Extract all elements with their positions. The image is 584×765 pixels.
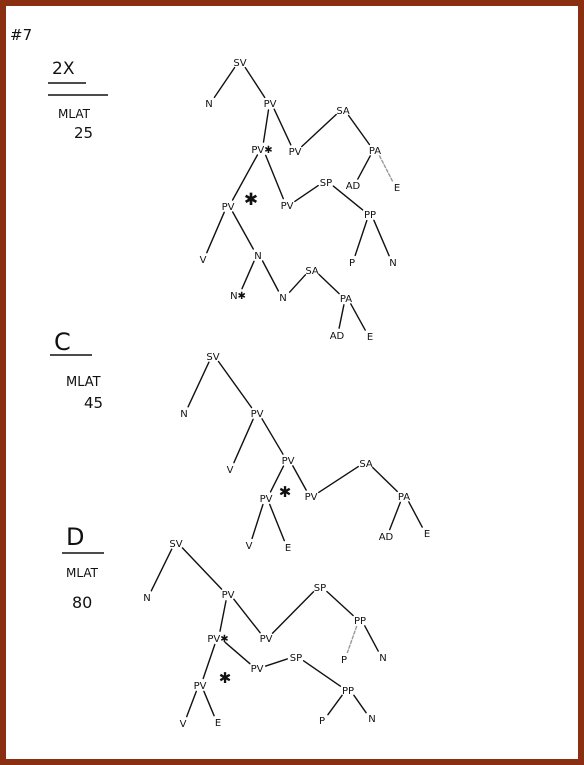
section-2-value: 45 [84,394,104,412]
tree-edge [293,466,306,490]
tree-node-label: N [368,714,376,725]
tree-node-label: N [279,293,287,304]
tree-edge [204,691,214,715]
tree-edge [354,695,366,712]
tree-node-label: SP [289,653,303,664]
tree-edge [270,504,285,540]
tree-node-label: AD [329,331,345,342]
section-3-title: D [66,523,85,551]
tree-edge [327,592,353,616]
tree-node-label: V [245,541,253,552]
tree-edge [220,601,226,631]
tree-edge [266,659,288,666]
tree-node-label: N [389,258,397,269]
tree-node-label: E [393,183,401,194]
tree-edge [187,691,197,716]
tree-edge [263,261,279,291]
tree-node-label: SP [313,583,327,594]
tree-node-label: N [254,251,262,262]
tree-node-label: ✱ [278,483,292,501]
tree-node-label: PV✱ [207,634,229,645]
tree-node-label: N [205,99,213,110]
tree-node-label: PV [281,456,295,467]
tree-node-label: PA [339,294,353,305]
tree-node-label: PV [221,590,235,601]
tree-edge [374,220,389,255]
tree-edge [242,261,254,288]
tree-node-label: SV [233,58,247,69]
tree-node-label: P [348,258,356,269]
tree-edge [182,548,221,589]
tree-node-label: V [179,719,187,730]
tree-node-label: E [214,718,222,729]
tree-node-label: PP [353,616,367,627]
tree-edge [252,505,263,539]
tree-edge [390,502,401,529]
tree-node-label: SP [319,178,333,189]
tree-node-label: PV [193,681,207,692]
tree-edge [290,275,306,292]
tree-edge [365,626,378,651]
tree-edge [234,419,253,462]
tree-edge [319,467,359,493]
tree-node-label: SA [359,459,373,470]
tree-edge [203,645,215,679]
tree-node-label: P [318,716,326,727]
tree-edge [380,156,393,181]
tree-node-label: SA [336,106,350,117]
tree-node-label: SV [169,539,183,550]
tree-node-label: SV [206,352,220,363]
section-3-value: 80 [72,593,93,612]
tree-edge [347,627,356,653]
section-2-title: C [54,328,71,356]
tree-node-label: SA [305,266,319,277]
tree-node-label: PV [221,202,235,213]
tree-node-label: PV [288,147,302,158]
tree-edge [274,109,291,145]
tree-node-label: E [423,529,431,540]
tree-node-label: ✱ [218,669,232,687]
tree-edge [233,212,254,249]
section-1-title: 2X [52,59,75,79]
tree-node-label: V [199,255,207,266]
tree-node-label: PV [250,664,264,675]
tree-edge [262,419,283,454]
tree-edge [234,599,260,632]
tree-edge [319,274,339,293]
tree-edges [151,68,422,717]
tree-node-label: N [180,409,188,420]
tree-edge [245,68,264,98]
tree-edge [151,549,171,591]
tree-node-label: V [226,465,234,476]
tree-node-label: PV [280,201,294,212]
tree-edge [328,695,342,714]
tree-edge [207,212,224,252]
tree-node-label: PV [250,409,264,420]
tree-edge [339,305,344,328]
tree-edge [304,661,341,686]
tree-edge [355,221,367,256]
tree-node-label: P [340,655,348,666]
tree-node-label: E [284,543,292,554]
tree-nodes [143,58,430,730]
section-1-label: MLAT [58,107,90,121]
tree-edge [409,502,422,527]
tree-edge [188,362,209,407]
tree-node-label: PV✱ [251,145,273,156]
tree-edge [358,156,370,179]
tree-node-label: ✱ [243,190,259,210]
tree-node-label: N [143,593,151,604]
tree-node-label: PA [397,492,411,503]
page-number: #7 [10,26,33,44]
tree-edge [351,304,365,330]
tree-edge [219,362,252,408]
tree-edge [264,110,269,142]
tree-edge [295,186,318,202]
tree-node-label: N✱ [230,291,246,302]
tree-edge [214,68,234,98]
tree-node-label: PV [304,492,318,503]
section-1-value: 25 [74,124,94,142]
tree-node-label: AD [378,532,394,543]
tree-edge [349,116,370,145]
tree-edge [266,155,284,198]
tree-node-label: PA [368,146,382,157]
tree-edge [273,592,314,633]
tree-node-label: PV [259,634,273,645]
tree-node-label: N [379,653,387,664]
tree-node-label: PP [341,686,355,697]
tree-node-label: PV [263,99,277,110]
tree-node-label: AD [345,181,361,192]
section-3-label: MLAT [66,566,98,580]
section-2-label: MLAT [66,375,101,390]
tree-edge [225,642,250,663]
tree-edge [373,468,397,492]
tree-node-label: PV [259,494,273,505]
tree-edge [302,115,336,147]
tree-node-label: E [366,332,374,343]
tree-node-label: PP [363,210,377,221]
